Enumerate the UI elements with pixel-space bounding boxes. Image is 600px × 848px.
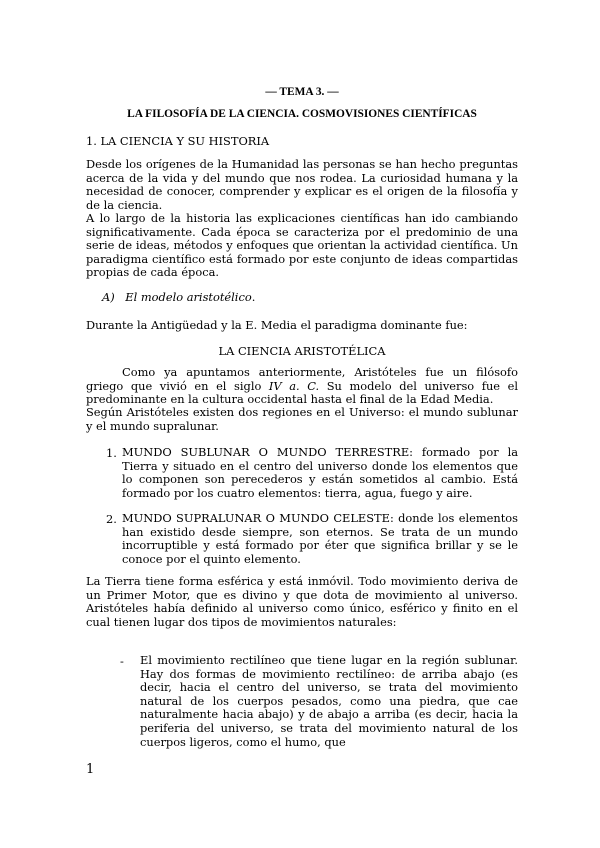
bullet-marker: - (120, 654, 124, 668)
paragraph-aristotle (86, 366, 518, 407)
century-label: IV a. C. (268, 378, 320, 393)
centered-heading: LA CIENCIA ARISTOTÉLICA (218, 344, 386, 358)
list-item-supralunar: MUNDO SUPRALUNAR O MUNDO CELESTE: donde los elementos han existido desde siempre, son eternos. Se trata de un mundo incorruptible y está formado por éter que significa brillar y se le conoce por el quinto elemento. (122, 511, 518, 566)
subsection-heading (102, 290, 255, 304)
section-heading: 1. LA CIENCIA Y SU HISTORIA (86, 134, 270, 148)
paragraph-regions: Según Aristóteles existen dos regiones en el Universo: el mundo sublunar y el mundo supralunar. (86, 405, 518, 433)
paragraph-paradigm: A lo largo de la historia las explicaciones científicas han ido cambiando significativamente. Cada época se caracteriza por el predominio de una serie de ideas, métodos y enfoques que orientan la actividad científica. Un paradigma científico está formado por este conjunto de ideas compartidas propias de cada época. (86, 211, 518, 280)
tema-label: — TEMA 3. — (265, 86, 339, 98)
list-number: 1. (106, 446, 117, 460)
subsection-marker: A) (102, 290, 115, 304)
bullet-rectilinear-motion: El movimiento rectilíneo que tiene lugar en la región sublunar. Hay dos formas de movimiento rectilíneo: de arriba abajo (es decir, hacia el centro del universo, se trata del movimiento natural de los cuerpos pesados, como una piedra, que cae naturalmente hacia abajo) y de abajo a arriba (es decir, hacia la periferia del universo, se trata del movimiento natural de los cuerpos ligeros, como el humo, que (140, 653, 518, 749)
paragraph-aristotle-part2: Su modelo del universo fue el predominante en la cultura occidental hasta el final de la Edad Media. (86, 378, 518, 407)
paragraph-earth: La Tierra tiene forma esférica y está inmóvil. Todo movimiento deriva de un Primer Motor, que es divino y que dota de movimiento al universo. Aristóteles había definido al universo como único, esférico y finito en el cual tienen lugar dos tipos de movimientos naturales: (86, 574, 518, 629)
page-number: 1 (86, 762, 95, 777)
paragraph-dominant: Durante la Antigüedad y la E. Media el paradigma dominante fue: (86, 318, 468, 332)
list-number: 2. (106, 512, 117, 526)
document-title: LA FILOSOFÍA DE LA CIENCIA. COSMOVISIONES CIENTÍFICAS (127, 108, 477, 120)
subsection-title: El modelo aristotélico (125, 290, 252, 304)
paragraph-origins: Desde los orígenes de la Humanidad las personas se han hecho preguntas acerca de la vida y del mundo que nos rodea. La curiosidad humana y la necesidad de conocer, comprender y explicar es el origen de la filosofía y de la ciencia. (86, 157, 518, 212)
paragraph-aristotle-part1: Como ya apuntamos anteriormente, Aristóteles fue un filósofo griego que vivió en el siglo (86, 365, 518, 393)
subsection-dot: . (251, 290, 256, 304)
list-item-sublunar: MUNDO SUBLUNAR O MUNDO TERRESTRE: formado por la Tierra y situado en el centro del universo donde los elementos que lo componen son perecederos y están sometidos al cambio. Está formado por los cuatro elementos: tierra, agua, fuego y aire. (122, 445, 518, 500)
